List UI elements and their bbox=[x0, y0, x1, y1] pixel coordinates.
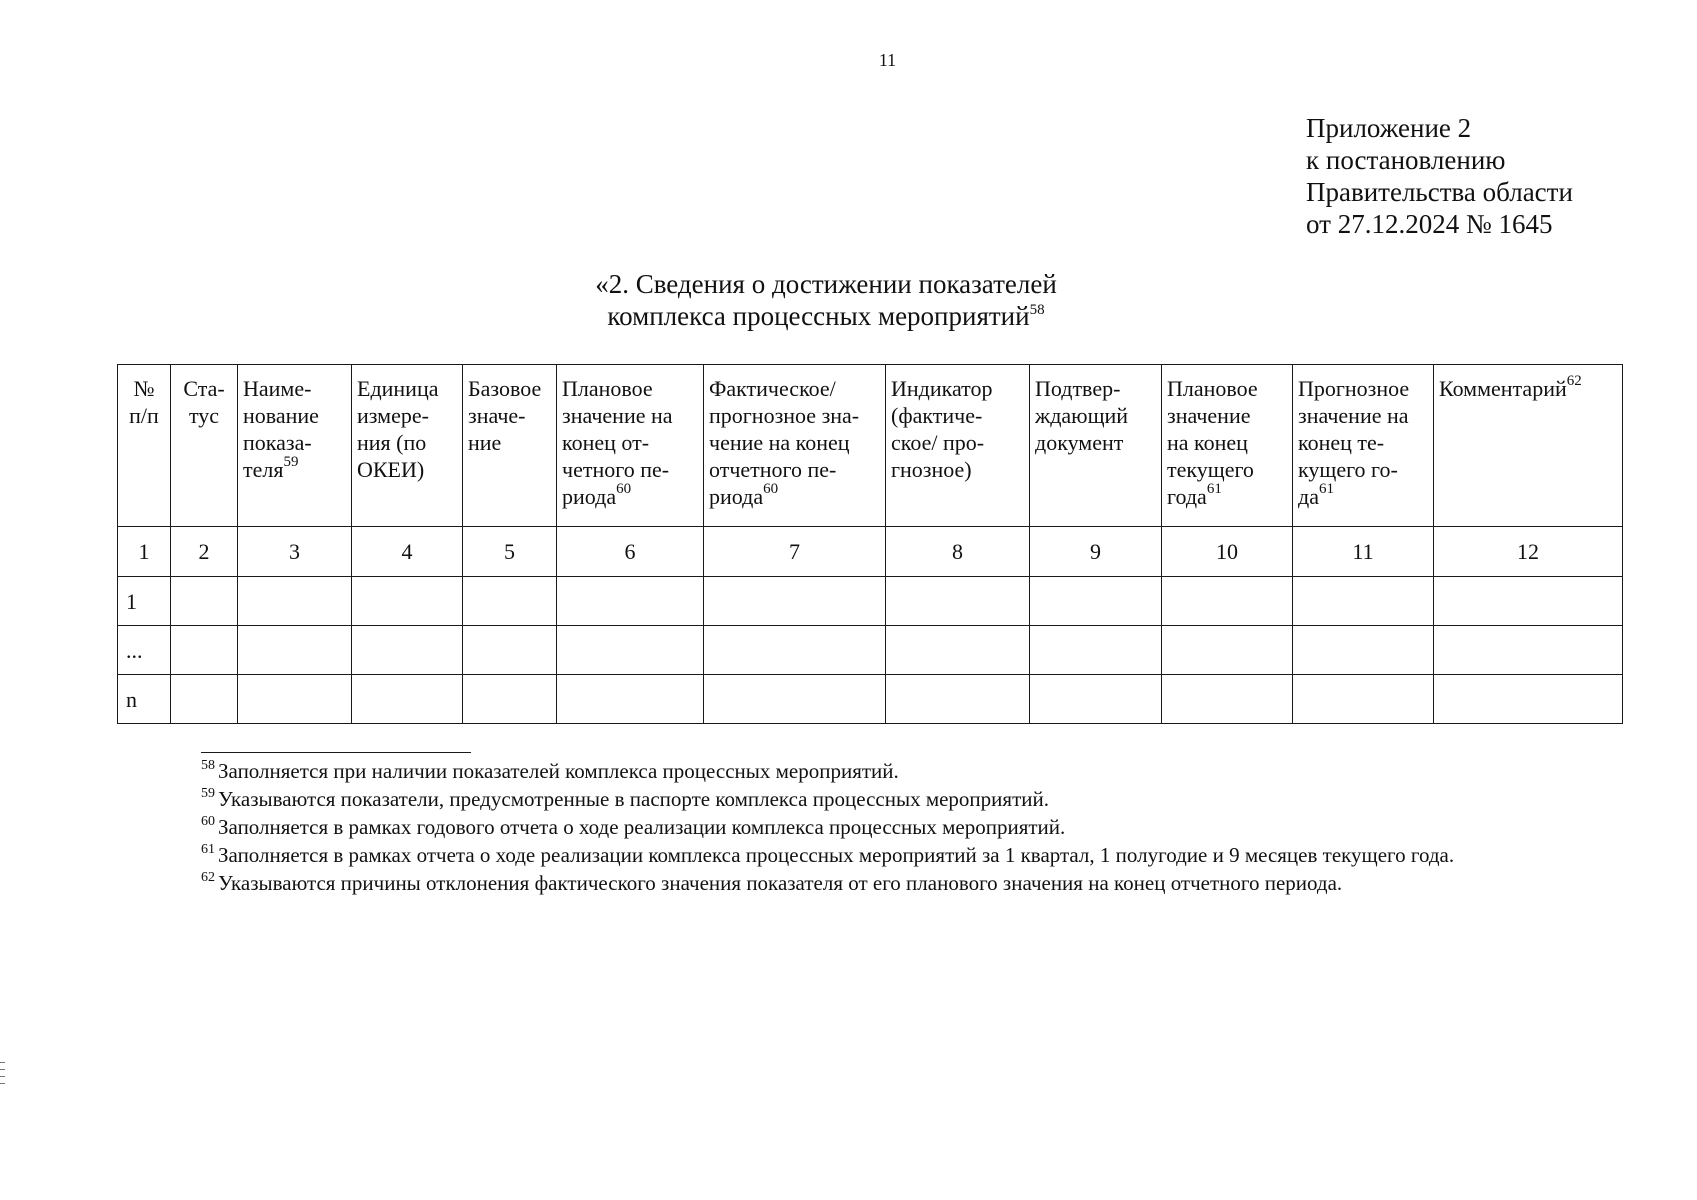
column-header bbox=[171, 365, 238, 527]
appendix-line: к постановлению bbox=[1306, 145, 1506, 175]
empty-cell bbox=[704, 577, 886, 626]
title-line: «2. Сведения о достижении показателей bbox=[595, 269, 1057, 299]
header-text: Наиме- bbox=[243, 376, 312, 401]
column-number: 7 bbox=[704, 527, 886, 577]
header-text: нование bbox=[243, 403, 319, 428]
footnote bbox=[146, 813, 1632, 841]
column-header bbox=[238, 365, 352, 527]
appendix-line: от 27.12.2024 № 1645 bbox=[1306, 209, 1553, 239]
page-number: 11 bbox=[878, 50, 897, 70]
row-number-cell: ... bbox=[118, 626, 171, 675]
header-text: да bbox=[1298, 484, 1319, 509]
header-text: (фактиче- bbox=[891, 403, 983, 428]
empty-cell bbox=[463, 675, 557, 724]
table-row bbox=[118, 626, 1623, 675]
empty-cell bbox=[1434, 675, 1623, 724]
column-number: 3 bbox=[238, 527, 352, 577]
column-header bbox=[1293, 365, 1434, 527]
column-header bbox=[352, 365, 463, 527]
column-number: 8 bbox=[886, 527, 1030, 577]
table-header-row bbox=[118, 365, 1623, 527]
footnote-text: Заполняется в рамках годового отчета о ходе реализации комплекса процессных мероприятий. bbox=[218, 815, 1066, 839]
header-text: значение bbox=[1167, 403, 1251, 428]
empty-cell bbox=[352, 577, 463, 626]
header-text: документ bbox=[1035, 430, 1124, 455]
empty-cell bbox=[238, 626, 352, 675]
empty-cell bbox=[1293, 626, 1434, 675]
footnote-ref: 60 bbox=[616, 481, 632, 497]
empty-cell bbox=[704, 626, 886, 675]
header-text: Комментарий bbox=[1439, 376, 1567, 401]
footnote-text: Заполняется в рамках отчета о ходе реализации комплекса процессных мероприятий за 1 квартал, 1 полугодие и 9 месяцев текущего года. bbox=[218, 843, 1455, 867]
header-text: измере- bbox=[357, 403, 429, 428]
footnotes bbox=[146, 757, 1632, 897]
appendix-line: Приложение 2 bbox=[1306, 113, 1472, 143]
header-text: ждающий bbox=[1035, 403, 1129, 428]
column-header bbox=[1434, 365, 1623, 527]
header-text: значение на bbox=[1298, 403, 1409, 428]
footnote-ref: 62 bbox=[1566, 373, 1582, 389]
empty-cell bbox=[1434, 577, 1623, 626]
empty-cell bbox=[171, 577, 238, 626]
header-text: гнозное) bbox=[891, 457, 972, 482]
header-text: чение на конец bbox=[709, 430, 850, 455]
footnote bbox=[146, 869, 1632, 897]
footnote-text: Указываются причины отклонения фактического значения показателя от его планового значения на конец отчетного периода. bbox=[218, 871, 1343, 895]
column-header bbox=[1162, 365, 1293, 527]
header-text: Прогнозное bbox=[1298, 376, 1410, 401]
empty-cell bbox=[352, 626, 463, 675]
empty-cell bbox=[1162, 675, 1293, 724]
header-text: четного пе- bbox=[562, 457, 670, 482]
empty-cell bbox=[557, 675, 704, 724]
footnote-text: Указываются показатели, предусмотренные в паспорте комплекса процессных мероприятий. bbox=[218, 787, 1049, 811]
column-header bbox=[557, 365, 704, 527]
column-number: 9 bbox=[1030, 527, 1162, 577]
indicators-table bbox=[117, 364, 1623, 724]
footnote-number: 58 bbox=[201, 758, 215, 773]
footnote-ref: 58 bbox=[1029, 302, 1045, 318]
column-number: 10 bbox=[1162, 527, 1293, 577]
empty-cell bbox=[463, 577, 557, 626]
empty-cell bbox=[704, 675, 886, 724]
header-text: на конец bbox=[1167, 430, 1248, 455]
footnote bbox=[146, 785, 1632, 813]
header-text: риода bbox=[562, 484, 617, 509]
column-number: 12 bbox=[1434, 527, 1623, 577]
footnote-ref: 61 bbox=[1206, 481, 1222, 497]
column-header bbox=[886, 365, 1030, 527]
header-text: Индикатор bbox=[891, 376, 993, 401]
header-text: отчетного пе- bbox=[709, 457, 837, 482]
margin-marks bbox=[0, 1062, 6, 1090]
empty-cell bbox=[1162, 577, 1293, 626]
empty-cell bbox=[238, 577, 352, 626]
empty-cell bbox=[1434, 626, 1623, 675]
footnote-ref: 60 bbox=[763, 481, 779, 497]
header-text: года bbox=[1167, 484, 1207, 509]
appendix-block bbox=[1306, 112, 1573, 240]
header-text: текущего bbox=[1167, 457, 1254, 482]
header-text: конец те- bbox=[1298, 430, 1385, 455]
empty-cell bbox=[463, 626, 557, 675]
title-line bbox=[0, 300, 1652, 332]
appendix-line: Правительства области bbox=[1306, 177, 1573, 207]
empty-cell bbox=[238, 675, 352, 724]
header-text: конец от- bbox=[562, 430, 650, 455]
footnote-number: 59 bbox=[201, 786, 215, 801]
column-number: 11 bbox=[1293, 527, 1434, 577]
empty-cell bbox=[886, 577, 1030, 626]
header-text: ние bbox=[468, 430, 502, 455]
header-text: Подтвер- bbox=[1035, 376, 1121, 401]
header-text: тус bbox=[188, 403, 220, 428]
column-number: 2 bbox=[171, 527, 238, 577]
empty-cell bbox=[557, 626, 704, 675]
column-number: 6 bbox=[557, 527, 704, 577]
empty-cell bbox=[352, 675, 463, 724]
footnote bbox=[146, 757, 1632, 785]
row-number-cell: n bbox=[118, 675, 171, 724]
table-body bbox=[118, 577, 1623, 724]
header-text: значе- bbox=[468, 403, 526, 428]
header-text: ОКЕИ) bbox=[357, 457, 425, 482]
column-header bbox=[118, 365, 171, 527]
footnote-ref: 61 bbox=[1318, 481, 1334, 497]
empty-cell bbox=[1030, 675, 1162, 724]
header-text: Базовое bbox=[468, 376, 542, 401]
empty-cell bbox=[1030, 577, 1162, 626]
header-text: Единица bbox=[357, 376, 439, 401]
column-number: 5 bbox=[463, 527, 557, 577]
row-number-cell: 1 bbox=[118, 577, 171, 626]
column-header bbox=[463, 365, 557, 527]
header-text: п/п bbox=[129, 403, 159, 428]
footnote-text: Заполняется при наличии показателей комплекса процессных мероприятий. bbox=[218, 759, 899, 783]
header-text: ское/ про- bbox=[891, 430, 985, 455]
footnote-number: 62 bbox=[201, 870, 215, 885]
footnote-number: 60 bbox=[201, 814, 215, 829]
header-text: риода bbox=[709, 484, 764, 509]
header-text: Плановое bbox=[1167, 376, 1258, 401]
column-number: 1 bbox=[118, 527, 171, 577]
header-text: Ста- bbox=[183, 376, 225, 401]
header-text: теля bbox=[243, 457, 284, 482]
footnote-separator bbox=[201, 752, 471, 753]
empty-cell bbox=[1293, 577, 1434, 626]
empty-cell bbox=[886, 675, 1030, 724]
empty-cell bbox=[886, 626, 1030, 675]
header-text: показа- bbox=[243, 430, 312, 455]
empty-cell bbox=[1162, 626, 1293, 675]
footnote-number: 61 bbox=[201, 842, 215, 857]
header-text: № bbox=[133, 376, 155, 401]
table-row bbox=[118, 675, 1623, 724]
empty-cell bbox=[171, 626, 238, 675]
section-title bbox=[0, 268, 1652, 332]
title-line-text: комплекса процессных мероприятий bbox=[607, 301, 1030, 331]
column-number: 4 bbox=[352, 527, 463, 577]
header-text: значение на bbox=[562, 403, 673, 428]
empty-cell bbox=[1293, 675, 1434, 724]
header-text: ния (по bbox=[357, 430, 427, 455]
header-text: кущего го- bbox=[1298, 457, 1398, 482]
column-number-row bbox=[118, 527, 1623, 577]
column-header bbox=[704, 365, 886, 527]
footnote bbox=[146, 841, 1632, 869]
footnote-ref: 59 bbox=[283, 454, 299, 470]
column-header bbox=[1030, 365, 1162, 527]
empty-cell bbox=[557, 577, 704, 626]
table-row bbox=[118, 577, 1623, 626]
header-text: прогнозное зна- bbox=[709, 403, 860, 428]
empty-cell bbox=[1030, 626, 1162, 675]
empty-cell bbox=[171, 675, 238, 724]
header-text: Плановое bbox=[562, 376, 653, 401]
header-text: Фактическое/ bbox=[709, 376, 836, 401]
